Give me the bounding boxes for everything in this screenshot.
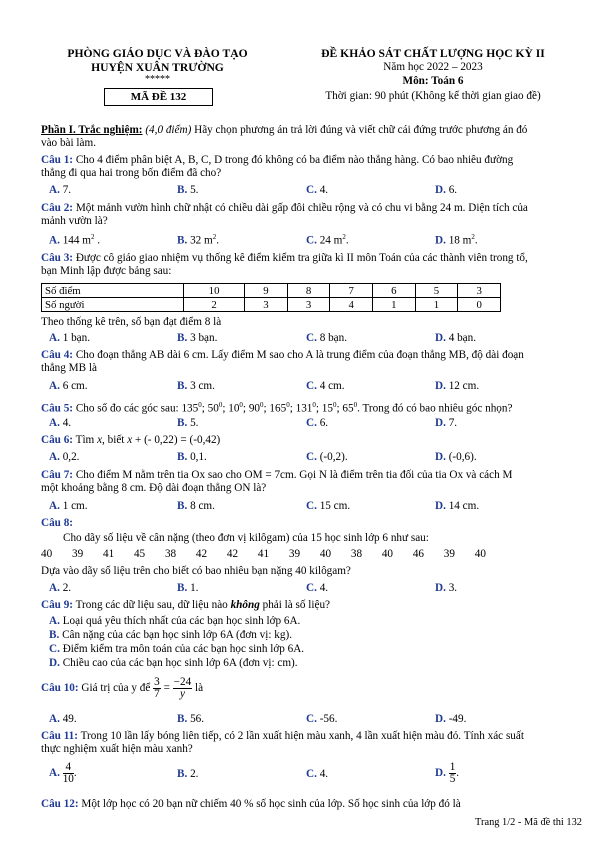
table-row (42, 298, 501, 312)
fraction: $\frac{-24}{y}$ (173, 676, 192, 700)
list-item: 46 (412, 548, 424, 560)
q1-option-d[interactable]: D. 6. (435, 184, 458, 196)
q4-line1: Cho đoạn thẳng AB dài 6 cm. Lấy điểm M sao cho A là trung điểm của đoạn thẳng MB, độ dài đoạn (73, 349, 524, 361)
q3-line2: bạn Minh lập được bảng sau: (41, 265, 172, 278)
q8-option-c[interactable]: C. 4. (306, 582, 329, 594)
question-11: Câu 11: Trong 10 lần lấy bóng liên tiếp, có 2 lần xuất hiện màu xanh, 4 lần xuất hiện màu đỏ. Tính xác suất thực nghiệm xuất hiện màu xanh? (41, 730, 524, 756)
table-cell: 2 (184, 298, 245, 312)
part1-instr-b: vào bài làm. (41, 137, 96, 150)
q10-option-b[interactable]: B. 56. (177, 713, 205, 725)
q1-line2: thẳng đi qua hai trong bốn điểm đã cho? (41, 167, 222, 180)
q12-label: Câu 12: (41, 798, 79, 810)
q9-option-b[interactable]: B. Cân nặng của các bạn học sinh lớp 6A (đơn vị: kg). (49, 629, 292, 641)
table-cell: 3 (458, 284, 501, 298)
q6-option-a[interactable]: A. 0,2. (49, 451, 80, 463)
list-item: 40 (319, 548, 332, 560)
q11-option-a[interactable]: A. $\frac{4}{10}$ . (49, 761, 77, 785)
table-cell: 3 (287, 298, 330, 312)
q4-option-d[interactable]: D. 12 cm. (435, 380, 480, 392)
list-item: 38 (164, 548, 177, 560)
q6-label: Câu 6: (41, 434, 74, 446)
exam-year: Năm học 2022 – 2023 (383, 61, 483, 73)
q7-label: Câu 7: (41, 469, 74, 481)
school-dept: PHÒNG GIÁO DỤC VÀ ĐÀO TẠO (67, 47, 248, 60)
q1-option-c[interactable]: C. 4. (306, 184, 329, 196)
q2-option-d[interactable]: D. 18 $m^2$. (435, 233, 478, 247)
exam-subject: Môn: Toán 6 (402, 75, 464, 87)
exam-code-box: MÃ ĐỀ 132 (104, 88, 213, 106)
q1-option-a[interactable]: A. 7. (49, 184, 72, 196)
table-cell: Số điểm (42, 284, 184, 298)
table-row (42, 284, 501, 298)
q11-option-d[interactable]: D. $\frac{1}{5}$ . (435, 761, 460, 785)
q7-option-b[interactable]: B. 8 cm. (177, 500, 215, 512)
table-cell: Số người (42, 298, 184, 312)
part1-points: (4,0 điểm) (145, 124, 192, 136)
table-cell: 8 (287, 284, 330, 298)
part1-instr-a: Hãy chọn phương án trả lời đúng và viết chữ cái đứng trước phương án đó (191, 124, 528, 136)
q5-option-b[interactable]: B. 5. (177, 417, 199, 429)
part1-title: Phần I. Trắc nghiệm: (41, 124, 143, 136)
table-cell: 10 (184, 284, 245, 298)
q10-label: Câu 10: (41, 682, 79, 695)
question-7: Câu 7: Cho điểm M nằm trên tia Ox sao cho OM = 7cm. Gọi N là điểm trên tia đối của tia Ox và cách M một khoảng bằng 8 cm. Độ dài đoạn thẳng ON là? (41, 469, 513, 495)
q5-option-d[interactable]: D. 7. (435, 417, 458, 429)
q1-label: Câu 1: (41, 154, 74, 166)
exam-time: Thời gian: 90 phút (Không kể thời gian giao đề) (325, 90, 541, 102)
q10-option-c[interactable]: C. -56. (306, 713, 338, 725)
q4-option-a[interactable]: A. 6 cm. (49, 380, 88, 392)
list-item: 40 (381, 548, 394, 560)
table-cell: 1 (415, 298, 458, 312)
table-cell: 6 (373, 284, 416, 298)
q9-option-a[interactable]: A. Loại quả yêu thích nhất của các bạn học sinh lớp 6A. (49, 615, 301, 627)
q2-option-a[interactable]: A. 144 $m^2$ . (49, 233, 101, 247)
q3-option-a[interactable]: A. 1 bạn. (49, 332, 91, 344)
question-12: Câu 12: Một lớp học có 20 bạn nữ chiếm 40 % số học sinh của lớp. Số học sinh của lớp đó là (41, 798, 461, 810)
q6-option-d[interactable]: D. (-0,6). (435, 451, 477, 463)
q7-option-d[interactable]: D. 14 cm. (435, 500, 480, 512)
question-1 (41, 154, 561, 181)
q3-option-c[interactable]: C. 8 bạn. (306, 332, 348, 344)
question-5: Câu 5: Cho số đo các góc sau: $135^0$; $50^0$; $10^0$; $90^0$; $165^0$; $131^0$; $15^0$; $65^0$. Trong đó có bao nhiêu góc nhọn? (41, 401, 513, 415)
q11-option-b[interactable]: B. 2. (177, 768, 199, 780)
question-6: Câu 6: Tìm x, biết x + (- 0,22) = (-0,42) (41, 434, 221, 446)
q8-option-a[interactable]: A. 2. (49, 582, 72, 594)
list-item: 39 (288, 548, 301, 560)
q5-label: Câu 5: (41, 402, 74, 415)
list-item: 41 (257, 548, 270, 560)
table-cell: 0 (458, 298, 501, 312)
q3-line1: Được cô giáo giao nhiệm vụ thống kê điểm kiểm tra giữa kì II môn Toán của các thành viên trong tổ, (73, 252, 528, 264)
q4-label: Câu 4: (41, 349, 74, 361)
q8-intro: Cho dãy số liệu về cân nặng (theo đơn vị kilôgam) của 15 học sinh lớp 6 như sau: (63, 532, 429, 544)
fraction: $\frac{4}{10}$ (62, 761, 74, 785)
q8-data-list (41, 548, 486, 560)
table-cell: 3 (245, 298, 288, 312)
fraction: $\frac{1}{5}$ (449, 761, 456, 785)
q3-option-b[interactable]: B. 3 bạn. (177, 332, 218, 344)
q4-option-b[interactable]: B. 3 cm. (177, 380, 215, 392)
exam-title: ĐỀ KHẢO SÁT CHẤT LƯỢNG HỌC KỲ II (321, 47, 545, 60)
question-10: Câu 10: Giá trị của y để $\frac{3}{7}$ = $\frac{-24}{y}$ là (41, 676, 204, 700)
question-8-label: Câu 8: (41, 517, 74, 529)
q8-option-b[interactable]: B. 1. (177, 582, 199, 594)
table-cell: 5 (415, 284, 458, 298)
q10-option-a[interactable]: A. 49. (49, 713, 77, 725)
q9-option-d[interactable]: D. Chiều cao của các bạn học sinh lớp 6A (đơn vị: cm). (49, 657, 298, 669)
table-cell: 1 (373, 298, 416, 312)
list-item: 38 (350, 548, 363, 560)
stars-divider: ***** (145, 74, 170, 85)
list-item: 39 (443, 548, 455, 560)
q11-option-c[interactable]: C. 4. (306, 768, 329, 780)
q1-option-b[interactable]: B. 5. (177, 184, 199, 196)
q6-option-b[interactable]: B. 0,1. (177, 451, 207, 463)
q11-label: Câu 11: (41, 730, 78, 742)
list-item: 40 (41, 548, 53, 560)
q7-option-a[interactable]: A. 1 cm. (49, 500, 88, 512)
list-item: 42 (195, 548, 208, 560)
question-4 (41, 349, 561, 376)
q4-line2: thẳng MB là (41, 362, 97, 375)
q9-option-c[interactable]: C. Điểm kiểm tra môn toán của các bạn học sinh lớp 6A. (49, 643, 305, 655)
q3-after: Theo thống kê trên, số bạn đạt điểm 8 là (41, 316, 222, 328)
q2-option-b[interactable]: B. 32 $m^2$. (177, 233, 220, 247)
question-3 (41, 252, 561, 279)
q8-question: Dựa vào dãy số liệu trên cho biết có bao nhiêu bạn nặng 40 kilôgam? (41, 565, 351, 577)
q9-label: Câu 9: (41, 599, 74, 611)
table-cell: 9 (245, 284, 288, 298)
question-2 (41, 202, 561, 229)
q3-option-d[interactable]: D. 4 bạn. (435, 332, 477, 344)
q1-line1: Cho 4 điểm phân biệt A, B, C, D trong đó không có ba điểm nào thẳng hàng. Có bao nhiêu đường (73, 154, 514, 166)
list-item: 40 (474, 548, 486, 560)
list-item: 45 (133, 548, 146, 560)
score-table (41, 283, 501, 312)
question-9: Câu 9: Trong các dữ liệu sau, dữ liệu nào không phải là số liệu? (41, 599, 331, 611)
table-cell: 7 (330, 284, 373, 298)
q5-option-a[interactable]: A. 4. (49, 417, 72, 429)
q2-option-c[interactable]: C. 24 $m^2$. (306, 233, 349, 247)
table-cell: 4 (330, 298, 373, 312)
q2-label: Câu 2: (41, 202, 74, 214)
q10-option-d[interactable]: D. -49. (435, 713, 467, 725)
q8-option-d[interactable]: D. 3. (435, 582, 458, 594)
q3-label: Câu 3: (41, 252, 74, 264)
q5-option-c[interactable]: C. 6. (306, 417, 329, 429)
fraction: $\frac{3}{7}$ (154, 676, 160, 700)
list-item: 41 (102, 548, 115, 560)
part1-instruction (41, 124, 561, 151)
q7-option-c[interactable]: C. 15 cm. (306, 500, 351, 512)
q2-line1: Một mảnh vườn hình chữ nhật có chiều dài gấp đôi chiều rộng và có chu vi bằng 24 m. Diện tích của (73, 202, 528, 214)
school-district: HUYỆN XUÂN TRƯỜNG (91, 61, 224, 74)
q2-line2: mảnh vườn là? (41, 215, 108, 228)
list-item: 42 (226, 548, 239, 560)
q6-option-c[interactable]: C. (-0,2). (306, 451, 348, 463)
q4-option-c[interactable]: C. 4 cm. (306, 380, 345, 392)
list-item: 39 (71, 548, 84, 560)
page-footer: Trang 1/2 - Mã đề thi 132 (475, 817, 582, 828)
